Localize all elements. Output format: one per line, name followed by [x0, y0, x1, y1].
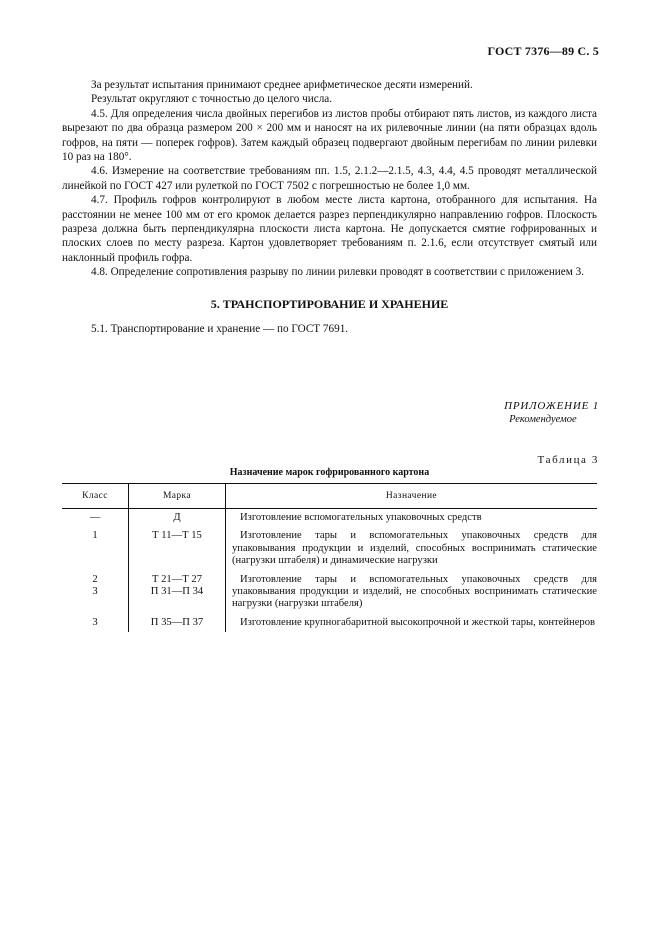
table-caption: Назначение марок гофрированного картона — [229, 467, 430, 478]
cell-marka: Т 21—Т 27 П 31—П 34 — [129, 571, 226, 614]
table-row — [62, 614, 597, 632]
header-marka: Марка — [129, 484, 226, 509]
paragraph-4-5: 4.5. Для определения числа двойных перегибов из листов пробы отбирают пять листов, из каждого листа вырезают по два образца размером 200 × 200 мм и наносят на их рилевочные линии (на пяти образцах вдоль гофров, на пяти — поперек гофров). Затем каждый образец подвергают двойным перегибам по линии рилевки 10 раз на 180°. — [62, 107, 597, 164]
paragraph: Результат округляют с точностью до целого числа. — [91, 93, 333, 106]
section-paragraph: 5.1. Транспортирование и хранение — по ГОСТ 7691. — [91, 323, 349, 335]
section-title: 5. ТРАНСПОРТИРОВАНИЕ И ХРАНЕНИЕ — [210, 297, 449, 311]
paragraph: За результат испытания принимают среднее арифметическое десяти измерений. — [91, 79, 473, 91]
table-row — [62, 571, 597, 614]
header-klass: Класс — [62, 484, 129, 509]
table-row — [62, 509, 597, 528]
table-label: Таблица 3 — [537, 454, 599, 466]
paragraph-4-6: 4.6. Измерение на соответствие требованиям пп. 1.5, 2.1.2—2.1.5, 4.3, 4.4, 4.5 проводят металлической линейкой по ГОСТ 427 или рулеткой по ГОСТ 7502 с погрешностью не более 1,0 мм. — [62, 165, 597, 192]
page-header: ГОСТ 7376—89 С. 5 — [487, 44, 599, 58]
appendix-heading — [504, 400, 599, 426]
cell-naznachenie: Изготовление вспомогательных упаковочных средств — [226, 509, 598, 528]
header-naznachenie: Назначение — [226, 484, 598, 509]
cell-naznachenie: Изготовление тары и вспомогательных упаковочных средств для упаковывания продукции и изделий, способных воспринимать статические (нагрузки штабеля) и динамические нагрузки — [226, 527, 598, 570]
cell-marka: Т 11—Т 15 — [129, 527, 226, 570]
table-header-row — [62, 484, 597, 509]
paragraph-4-8: 4.8. Определение сопротивления разрыву по линии рилевки проводят в соответствии с приложением 3. — [91, 266, 585, 279]
table-row — [62, 527, 597, 570]
cell-naznachenie: Изготовление тары и вспомогательных упаковочных средств для упаковывания продукции и изделий, не способных воспринимать статические нагрузки (нагрузки штабеля) — [226, 571, 598, 614]
cell-klass: 1 — [92, 530, 98, 542]
cell-marka: П 35—П 37 — [129, 614, 226, 632]
body-text — [62, 78, 597, 280]
paragraph-4-7: 4.7. Профиль гофров контролируют в любом месте листа картона, отобранного для испытания. На расстоянии не менее 100 мм от его кромок делается разрез перпендикулярно направлению гофров. Плоскость разреза должна быть перпендикулярна плоскости листа картона. Не допускается смятие гофрированных и плоских слоев по месту разреза. Картон удовлетворяет требованиям п. 2.1.6, если отсутствует смятый или наклонный профиль гофра. — [62, 194, 597, 264]
cell-klass: — — [89, 512, 101, 523]
cell-klass: 2 3 — [92, 573, 98, 598]
cell-naznachenie: Изготовление крупногабаритной высокопрочной и жесткой тары, контейнеров — [226, 614, 598, 632]
appendix-title: ПРИЛОЖЕНИЕ 1 — [504, 400, 599, 412]
cell-marka: Д — [129, 509, 226, 528]
cell-klass: 3 — [92, 616, 98, 628]
marks-table — [62, 483, 597, 632]
appendix-subtitle: Рекомендуемое — [509, 414, 577, 425]
